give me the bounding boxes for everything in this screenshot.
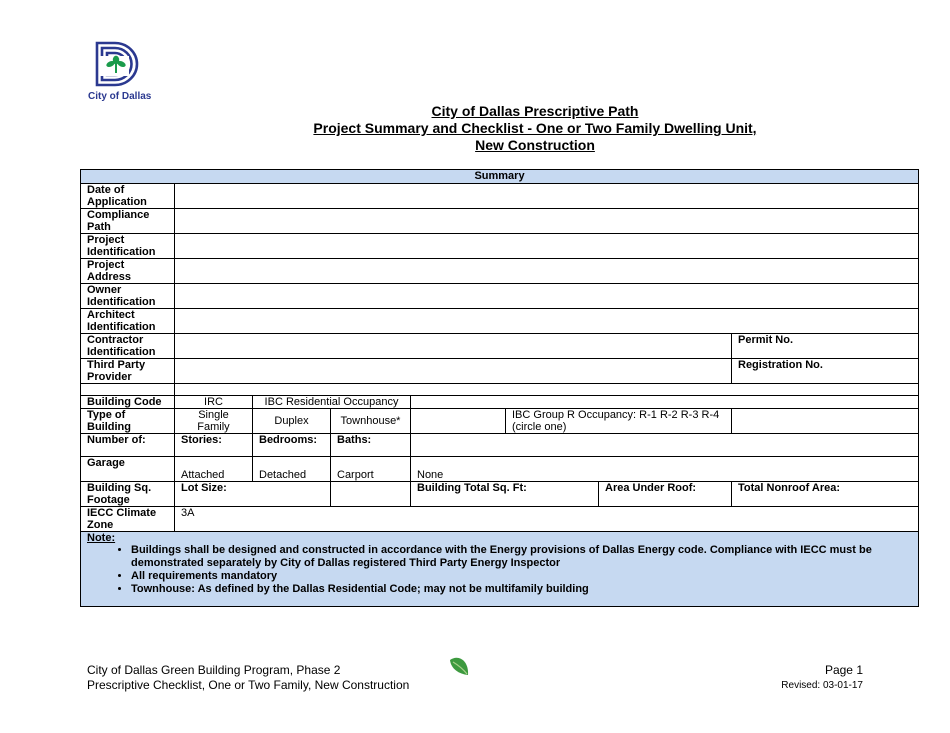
building-total-sqft-field[interactable]: Building Total Sq. Ft: bbox=[411, 482, 599, 507]
footer-program-line: City of Dallas Green Building Program, Phase 2 bbox=[87, 663, 341, 677]
total-nonroof-area-field[interactable]: Total Nonroof Area: bbox=[732, 482, 919, 507]
owner-identification-label: Owner Identification bbox=[81, 284, 175, 309]
compliance-path-field[interactable] bbox=[175, 209, 919, 234]
note-item: • Buildings shall be designed and constructed in accordance with the Energy provisions of Dallas Energy code. Compliance with IECC must be demonstrated separately by City of Dallas registered Third Party Energy Inspector bbox=[131, 544, 912, 570]
permit-no-label: Permit No. bbox=[732, 334, 919, 359]
lot-size-blank bbox=[331, 482, 411, 507]
building-sq-footage-label: Building Sq. Footage bbox=[81, 482, 175, 507]
project-identification-label: Project Identification bbox=[81, 234, 175, 259]
iecc-climate-zone-label: IECC Climate Zone bbox=[81, 507, 175, 532]
lot-size-field[interactable]: Lot Size: bbox=[175, 482, 331, 507]
third-party-provider-label: Third Party Provider bbox=[81, 359, 175, 384]
title-line-1: City of Dallas Prescriptive Path bbox=[431, 103, 639, 119]
registration-no-label: Registration No. bbox=[732, 359, 919, 384]
third-party-provider-field[interactable] bbox=[175, 359, 732, 384]
number-of-label: Number of: bbox=[81, 434, 175, 457]
building-code-blank bbox=[411, 396, 919, 409]
revised-date: Revised: 03-01-17 bbox=[781, 680, 863, 691]
footer-right bbox=[781, 663, 863, 693]
bedrooms-field[interactable]: Bedrooms: bbox=[253, 434, 331, 457]
note-list bbox=[87, 544, 912, 596]
date-of-application-field[interactable] bbox=[175, 184, 919, 209]
type-blank-2 bbox=[732, 409, 919, 434]
city-logo bbox=[88, 40, 158, 102]
note-item: • All requirements mandatory bbox=[131, 570, 912, 583]
garage-label: Garage bbox=[81, 457, 175, 482]
footer-left bbox=[87, 663, 409, 693]
ibc-group-occupancy-option[interactable]: IBC Group R Occupancy: R-1 R-2 R-3 R-4 (circle one) bbox=[506, 409, 732, 434]
project-address-field[interactable] bbox=[175, 259, 919, 284]
summary-header: Summary bbox=[81, 170, 919, 184]
code-irc-option[interactable]: IRC bbox=[175, 396, 253, 409]
type-single-family-option[interactable]: Single Family bbox=[175, 409, 253, 434]
document-title bbox=[120, 103, 950, 154]
note-title: Note: bbox=[87, 532, 116, 544]
baths-field[interactable]: Baths: bbox=[331, 434, 411, 457]
type-townhouse-option[interactable]: Townhouse* bbox=[331, 409, 411, 434]
project-identification-field[interactable] bbox=[175, 234, 919, 259]
contractor-identification-field[interactable] bbox=[175, 334, 732, 359]
note-box bbox=[81, 532, 919, 607]
logo-text: City of Dallas bbox=[88, 91, 152, 102]
number-of-blank bbox=[411, 434, 919, 457]
contractor-identification-label: Contractor Identification bbox=[81, 334, 175, 359]
building-code-label: Building Code bbox=[81, 396, 175, 409]
garage-attached-option[interactable]: Attached bbox=[175, 457, 253, 482]
architect-identification-field[interactable] bbox=[175, 309, 919, 334]
page-number: Page 1 bbox=[824, 663, 863, 677]
project-address-label: Project Address bbox=[81, 259, 175, 284]
footer-checklist-line: Prescriptive Checklist, One or Two Family, New Construction bbox=[87, 678, 410, 692]
type-blank bbox=[411, 409, 506, 434]
spacer-field bbox=[175, 384, 919, 396]
leaf-icon bbox=[448, 655, 470, 682]
title-line-2: Project Summary and Checklist - One or Two Family Dwelling Unit, bbox=[313, 120, 757, 136]
area-under-roof-field[interactable]: Area Under Roof: bbox=[599, 482, 732, 507]
garage-carport-option[interactable]: Carport bbox=[331, 457, 411, 482]
stories-field[interactable]: Stories: bbox=[175, 434, 253, 457]
spacer-cell bbox=[81, 384, 175, 396]
note-item: • Townhouse: As defined by the Dallas Residential Code; may not be multifamily building bbox=[131, 583, 912, 596]
date-of-application-label: Date of Application bbox=[81, 184, 175, 209]
type-duplex-option[interactable]: Duplex bbox=[253, 409, 331, 434]
garage-none-option[interactable]: None bbox=[411, 457, 919, 482]
compliance-path-label: Compliance Path bbox=[81, 209, 175, 234]
iecc-climate-zone-value[interactable]: 3A bbox=[175, 507, 919, 532]
architect-identification-label: Architect Identification bbox=[81, 309, 175, 334]
title-line-3: New Construction bbox=[475, 137, 595, 153]
city-of-dallas-d-icon bbox=[93, 40, 141, 88]
summary-table bbox=[80, 169, 919, 607]
code-ibc-option[interactable]: IBC Residential Occupancy bbox=[253, 396, 411, 409]
owner-identification-field[interactable] bbox=[175, 284, 919, 309]
type-of-building-label: Type of Building bbox=[81, 409, 175, 434]
garage-detached-option[interactable]: Detached bbox=[253, 457, 331, 482]
